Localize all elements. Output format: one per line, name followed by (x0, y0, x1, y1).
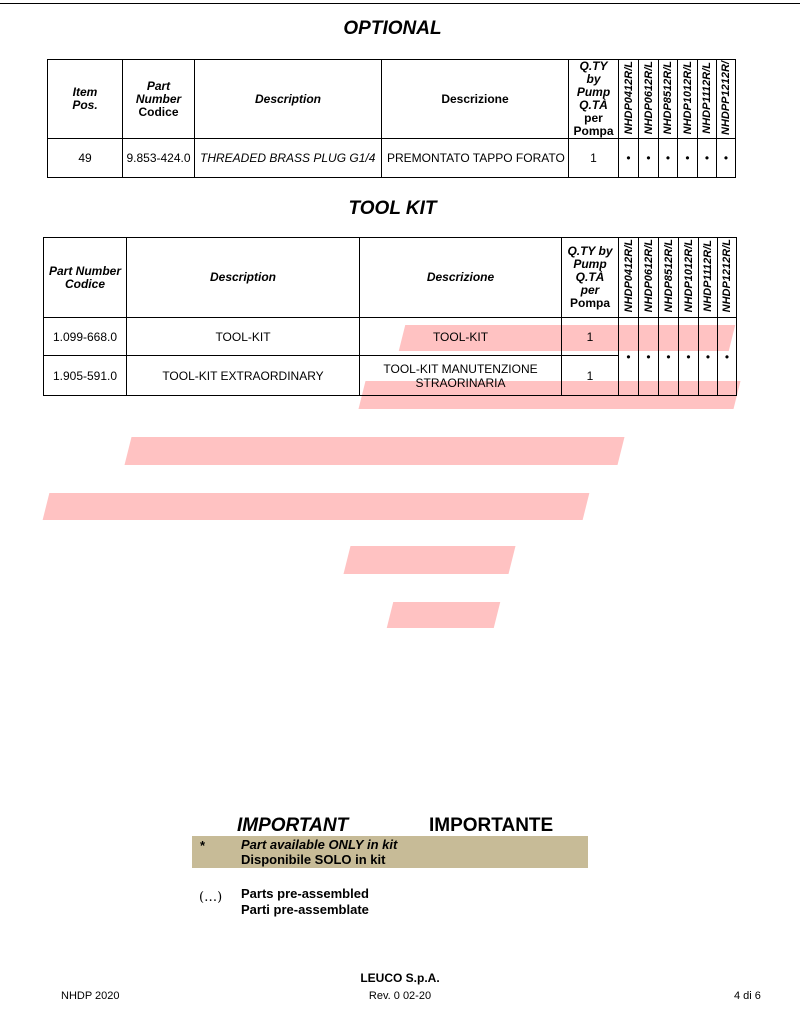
item-pos: 49 (48, 139, 123, 178)
header-qty: Q.TY by Pump Q.TÀ per Pompa (569, 60, 619, 139)
header-description: Description (195, 60, 382, 139)
qty: 1 (569, 139, 619, 178)
important-title-it: IMPORTANTE (429, 815, 554, 836)
qty: 1 (562, 356, 619, 396)
watermark-stripe (387, 602, 500, 628)
header-descrizione: Descrizione (382, 60, 569, 139)
footer-page-number: 4 di 6 (734, 990, 761, 1002)
header-descrizione: Descrizione (360, 238, 562, 318)
model-mark: • (639, 318, 659, 396)
model-mark: • (678, 139, 698, 178)
description: TOOL-KIT (127, 318, 360, 356)
header-model: NHDP8512R/L (659, 238, 679, 318)
header-qty: Q.TY by Pump Q.TÀ per Pompa (562, 238, 619, 318)
part-number: 9.853-424.0 (123, 139, 195, 178)
header-item-pos: Item Pos. (48, 60, 123, 139)
part-number: 1.905-591.0 (44, 356, 127, 396)
footer-company: LEUCO S.p.A. (360, 971, 440, 985)
header-model: NHDP0412R/L (619, 238, 639, 318)
model-mark: • (619, 318, 639, 396)
header-model: NHDP1112R/L (699, 238, 718, 318)
descrizione: TOOL-KIT (360, 318, 562, 356)
table-row (44, 318, 737, 356)
watermark-stripe (125, 437, 625, 465)
model-mark: • (699, 318, 718, 396)
preassembled-note-it: Parti pre-assemblate (241, 902, 369, 917)
header-model: NHDP1012R/L (679, 238, 699, 318)
description: THREADED BRASS PLUG G1/4 (195, 139, 382, 178)
watermark-stripe (344, 546, 516, 574)
model-mark: • (659, 139, 678, 178)
header-model: NHDP8512R/L (659, 60, 678, 139)
model-mark: • (659, 318, 679, 396)
description: TOOL-KIT EXTRAORDINARY (127, 356, 360, 396)
header-model: NHDP1112R/L (698, 60, 717, 139)
header-description: Description (127, 238, 360, 318)
model-mark: • (639, 139, 659, 178)
qty: 1 (562, 318, 619, 356)
optional-table (47, 59, 736, 178)
kit-note-en: Part available ONLY in kit (241, 837, 398, 852)
part-number: 1.099-668.0 (44, 318, 127, 356)
header-part-number: Part Number Codice (123, 60, 195, 139)
header-model: NHDP0612R/L (639, 60, 659, 139)
model-mark: • (698, 139, 717, 178)
model-mark: • (679, 318, 699, 396)
toolkit-table (43, 237, 737, 396)
header-model: NHDP0612R/L (639, 238, 659, 318)
optional-title: OPTIONAL (343, 18, 442, 39)
top-rule (0, 3, 800, 4)
preassembled-note-en: Parts pre-assembled (241, 886, 369, 901)
toolkit-title: TOOL KIT (348, 198, 437, 219)
important-title-en: IMPORTANT (237, 815, 349, 836)
header-model: NHDPP1212R/ (717, 60, 736, 139)
watermark-stripe (43, 493, 590, 520)
toolkit-header-row (44, 238, 737, 318)
table-row (48, 139, 736, 178)
model-mark: • (717, 139, 736, 178)
footer-doc-code: NHDP 2020 (61, 990, 120, 1002)
kit-note-it: Disponibile SOLO in kit (241, 852, 386, 867)
header-model: NHDP0412R/L (619, 60, 639, 139)
descrizione: TOOL-KIT MANUTENZIONE STRAORINARIA (360, 356, 562, 396)
header-model: NHDP1012R/L (678, 60, 698, 139)
parentheses-symbol: (…) (199, 890, 223, 905)
optional-header-row (48, 60, 736, 139)
important-box (192, 836, 588, 868)
asterisk-icon: * (200, 838, 206, 853)
model-mark: • (619, 139, 639, 178)
model-mark: • (718, 318, 737, 396)
header-part-number: Part Number Codice (44, 238, 127, 318)
header-model: NHDP1212R/L (718, 238, 737, 318)
descrizione: PREMONTATO TAPPO FORATO (382, 139, 569, 178)
footer-revision: Rev. 0 02-20 (368, 990, 432, 1002)
